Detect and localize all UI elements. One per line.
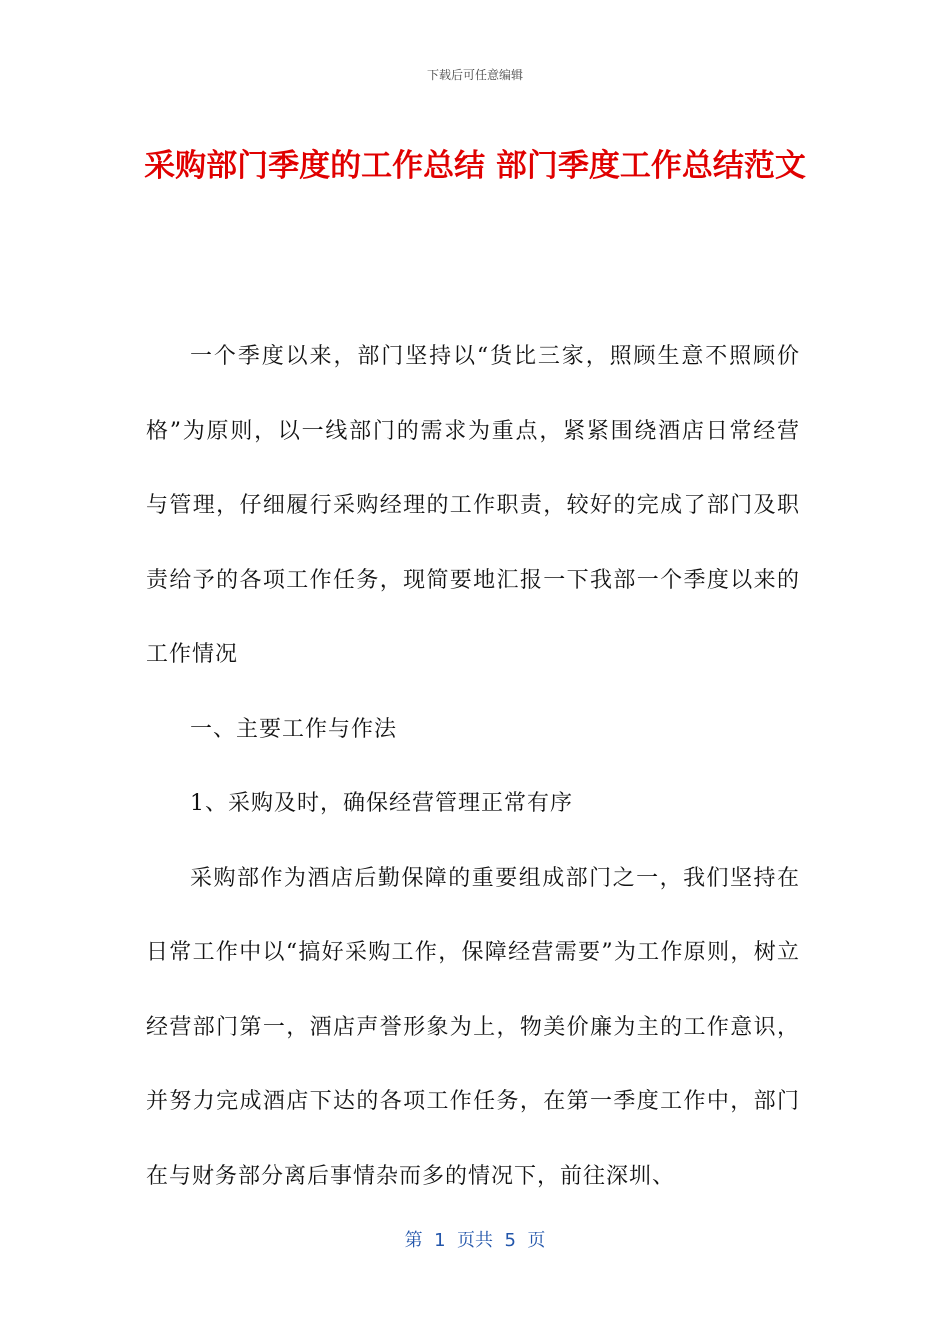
section-heading: 一、主要工作与作法 bbox=[190, 716, 398, 742]
paragraph: 采购部作为酒店后勤保障的重要组成部门之一，我们坚持在日常工作中以“搞好采购工作，保障经营需要”为工作原则，树立经营部门第一，酒店声誉形象为上，物美价廉为主的工作意识，并努力完成酒店下达的各项工作任务，在第一季度工作中，部门在与财务部分离后事情杂而多的情况下，前往深圳、 bbox=[146, 865, 800, 1189]
page-number-footer: 第 1 页共 5 页 bbox=[404, 1230, 546, 1251]
paragraph: 一个季度以来，部门坚持以“货比三家，照顾生意不照顾价格”为原则，以一线部门的需求为重点，紧紧围绕酒店日常经营与管理，仔细履行采购经理的工作职责，较好的完成了部门及职责给予的各项工作任务，现简要地汇报一下我部一个季度以来的工作情况 bbox=[146, 344, 800, 667]
document-title: 采购部门季度的工作总结 部门季度工作总结范文 bbox=[144, 148, 806, 184]
subsection-heading: 1、采购及时，确保经营管理正常有序 bbox=[190, 791, 573, 816]
page-header-note: 下载后可任意编辑 bbox=[426, 68, 523, 82]
document-body bbox=[146, 320, 800, 1214]
